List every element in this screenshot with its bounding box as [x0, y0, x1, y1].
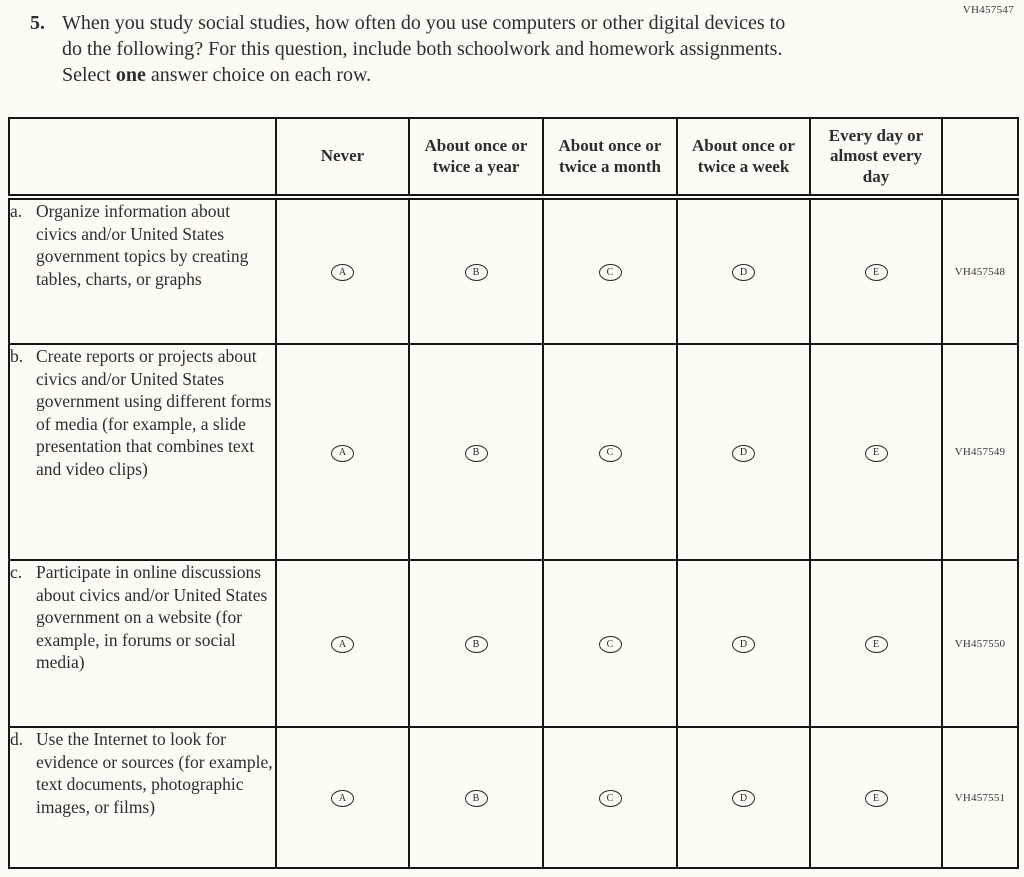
column-header-item — [9, 118, 276, 197]
question-number: 5. — [30, 12, 45, 34]
option-bubble-c[interactable]: C — [599, 264, 622, 281]
row-accession-code: VH457551 — [942, 727, 1018, 868]
cell-never — [276, 560, 409, 727]
cell-never — [276, 344, 409, 560]
option-bubble-d[interactable]: D — [732, 636, 755, 653]
option-bubble-d[interactable]: D — [732, 445, 755, 462]
cell-week — [677, 344, 810, 560]
question-bold-word: one — [115, 64, 146, 86]
column-header-code — [942, 118, 1018, 197]
cell-everyday — [810, 197, 942, 344]
column-header-week: About once or twice a week — [677, 118, 810, 197]
item-label: c. — [10, 562, 23, 582]
option-bubble-e[interactable]: E — [865, 445, 888, 462]
cell-year — [409, 197, 543, 344]
column-header-never: Never — [276, 118, 409, 197]
item-description: Use the Internet to look for evidence or sources (for example, text documents, photographic images, or films) — [36, 729, 273, 817]
cell-everyday — [810, 560, 942, 727]
cell-month — [543, 727, 677, 868]
cell-never — [276, 727, 409, 868]
row-accession-code: VH457548 — [942, 197, 1018, 344]
question-5 — [30, 10, 800, 88]
option-bubble-c[interactable]: C — [599, 445, 622, 462]
page-accession-code: VH457547 — [962, 4, 1014, 16]
cell-everyday — [810, 344, 942, 560]
option-bubble-b[interactable]: B — [465, 264, 488, 281]
option-bubble-b[interactable]: B — [465, 636, 488, 653]
cell-year — [409, 727, 543, 868]
row-accession-code: VH457550 — [942, 560, 1018, 727]
question-text: When you study social studies, how often do you use computers or other digital devices to do the following? For this question, include both schoolwork and homework assignments. Select one answer choice on each row. — [62, 12, 786, 86]
cell-year — [409, 344, 543, 560]
option-bubble-e[interactable]: E — [865, 790, 888, 807]
item-description: Organize information about civics and/or United States government topics by creating tables, charts, or graphs — [36, 201, 249, 289]
item-text-d — [9, 727, 276, 868]
option-bubble-d[interactable]: D — [732, 790, 755, 807]
frequency-matrix-table — [8, 117, 1019, 869]
option-bubble-c[interactable]: C — [599, 636, 622, 653]
cell-everyday — [810, 727, 942, 868]
item-label: b. — [10, 346, 24, 366]
column-header-everyday: Every day or almost every day — [810, 118, 942, 197]
cell-week — [677, 727, 810, 868]
option-bubble-d[interactable]: D — [732, 264, 755, 281]
table-row-a — [9, 197, 1018, 344]
cell-week — [677, 560, 810, 727]
option-bubble-e[interactable]: E — [865, 264, 888, 281]
option-bubble-c[interactable]: C — [599, 790, 622, 807]
cell-month — [543, 560, 677, 727]
option-bubble-a[interactable]: A — [331, 445, 354, 462]
cell-never — [276, 197, 409, 344]
row-accession-code: VH457549 — [942, 344, 1018, 560]
item-text-b — [9, 344, 276, 560]
item-text-a — [9, 197, 276, 344]
header-row — [9, 118, 1018, 197]
item-label: a. — [10, 201, 23, 221]
item-label: d. — [10, 729, 24, 749]
cell-week — [677, 197, 810, 344]
cell-month — [543, 344, 677, 560]
option-bubble-a[interactable]: A — [331, 790, 354, 807]
cell-month — [543, 197, 677, 344]
item-text-c — [9, 560, 276, 727]
option-bubble-e[interactable]: E — [865, 636, 888, 653]
column-header-year: About once or twice a year — [409, 118, 543, 197]
column-header-month: About once or twice a month — [543, 118, 677, 197]
item-description: Create reports or projects about civics and/or United States government using different forms of media (for example, a slide presentation that combines text and video clips) — [36, 346, 272, 479]
table-row-d — [9, 727, 1018, 868]
table-row-b — [9, 344, 1018, 560]
option-bubble-a[interactable]: A — [331, 636, 354, 653]
item-description: Participate in online discussions about civics and/or United States government on a website (for example, in forums or social media) — [36, 562, 268, 673]
cell-year — [409, 560, 543, 727]
table-row-c — [9, 560, 1018, 727]
option-bubble-b[interactable]: B — [465, 445, 488, 462]
option-bubble-a[interactable]: A — [331, 264, 354, 281]
option-bubble-b[interactable]: B — [465, 790, 488, 807]
